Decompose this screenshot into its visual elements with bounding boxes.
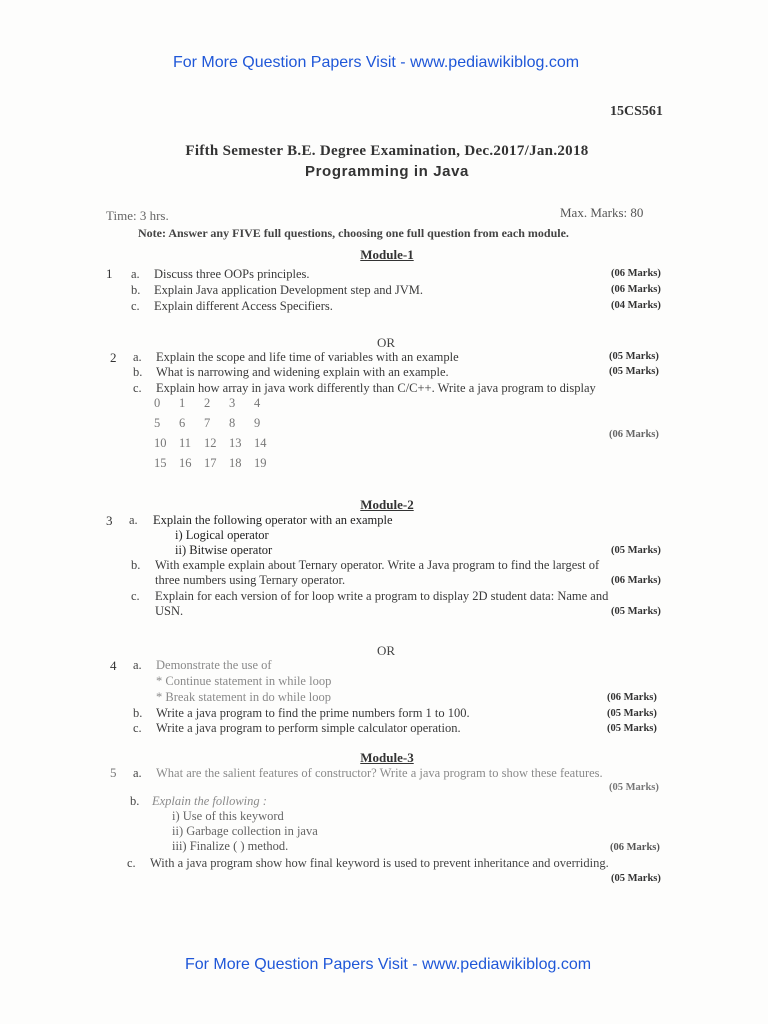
- promo-banner-top[interactable]: For More Question Papers Visit - www.pediawikiblog.com: [172, 54, 580, 71]
- part-label: c.: [133, 381, 142, 395]
- part-label: b.: [133, 706, 143, 720]
- marks-label: (05 Marks): [611, 873, 661, 884]
- marks-label: (06 Marks): [611, 575, 661, 586]
- promo-banner-bottom[interactable]: For More Question Papers Visit - www.pediawikiblog.com: [184, 956, 592, 973]
- question-text: With example explain about Ternary operator. Write a Java program to find the largest of: [155, 558, 600, 572]
- marks-label: (06 Marks): [610, 842, 660, 853]
- question-number: 5: [110, 765, 117, 780]
- grid-cell: 8: [229, 416, 236, 430]
- part-label: a.: [133, 658, 142, 672]
- exam-time: Time: 3 hrs.: [106, 208, 169, 223]
- grid-cell: 19: [254, 456, 267, 470]
- question-text: Explain Java application Development step and JVM.: [154, 283, 424, 297]
- grid-cell: 15: [154, 456, 167, 470]
- question-text: USN.: [155, 604, 184, 618]
- grid-cell: 18: [229, 456, 242, 470]
- max-marks: Max. Marks: 80: [560, 205, 644, 220]
- grid-cell: 7: [204, 416, 211, 430]
- part-label: b.: [131, 558, 141, 572]
- grid-cell: 5: [154, 416, 161, 430]
- question-text: What are the salient features of constructor? Write a java program to show these features.: [156, 766, 603, 780]
- sub-item: i) Logical operator: [175, 528, 269, 542]
- grid-cell: 13: [229, 436, 242, 450]
- part-label: c.: [127, 856, 136, 870]
- marks-label: (05 Marks): [609, 351, 659, 362]
- part-label: a.: [133, 766, 142, 780]
- module-heading-1: Module-1: [360, 247, 414, 262]
- grid-cell: 11: [179, 436, 192, 450]
- sub-item: * Continue statement in while loop: [156, 674, 332, 688]
- exam-title: Fifth Semester B.E. Degree Examination, Dec.2017/Jan.2018: [185, 143, 589, 159]
- question-text: Demonstrate the use of: [156, 658, 272, 672]
- sub-item: i) Use of this keyword: [172, 809, 284, 823]
- marks-label: (04 Marks): [611, 300, 661, 311]
- number-grid: [154, 396, 279, 476]
- subject-title: Programming in Java: [305, 163, 469, 180]
- part-label: a.: [131, 267, 140, 281]
- marks-label: (05 Marks): [609, 366, 659, 377]
- grid-cell: 1: [179, 396, 186, 410]
- question-text: Explain the following operator with an example: [153, 513, 393, 527]
- grid-cell: 16: [179, 456, 192, 470]
- grid-row: [154, 416, 279, 436]
- sub-item: * Break statement in do while loop: [156, 690, 331, 704]
- question-text: Write a java program to find the prime numbers form 1 to 100.: [156, 706, 470, 720]
- grid-cell: 17: [204, 456, 217, 470]
- grid-row: [154, 396, 279, 416]
- question-number: 2: [110, 350, 117, 365]
- part-label: b.: [133, 365, 143, 379]
- module-heading-3: Module-3: [360, 750, 414, 765]
- question-text: With a java program show how final keyword is used to prevent inheritance and overriding.: [150, 856, 609, 870]
- question-text: Write a java program to perform simple calculator operation.: [156, 721, 461, 735]
- part-label: a.: [129, 513, 138, 527]
- part-label: a.: [133, 350, 142, 364]
- marks-label: (06 Marks): [609, 429, 659, 440]
- question-text: Explain how array in java work differently than C/C++. Write a java program to display: [156, 381, 596, 395]
- sub-item: ii) Garbage collection in java: [172, 824, 318, 838]
- grid-cell: 14: [254, 436, 267, 450]
- marks-label: (05 Marks): [611, 545, 661, 556]
- grid-cell: 2: [204, 396, 211, 410]
- grid-cell: 10: [154, 436, 167, 450]
- question-text: three numbers using Ternary operator.: [155, 573, 346, 587]
- grid-cell: 12: [204, 436, 217, 450]
- marks-label: (05 Marks): [607, 708, 657, 719]
- or-separator: OR: [376, 335, 396, 350]
- or-separator: OR: [376, 643, 396, 658]
- grid-cell: 6: [179, 416, 186, 430]
- part-label: b.: [131, 283, 141, 297]
- instructions-note: Note: Answer any FIVE full questions, choosing one full question from each module.: [138, 226, 569, 240]
- grid-cell: 9: [254, 416, 261, 430]
- question-number: 4: [110, 658, 117, 673]
- grid-cell: 4: [254, 396, 261, 410]
- question-text: Explain the scope and life time of variables with an example: [156, 350, 459, 364]
- marks-label: (06 Marks): [611, 284, 661, 295]
- part-label: c.: [131, 589, 140, 603]
- question-text: Explain different Access Specifiers.: [154, 299, 333, 313]
- question-text: Discuss three OOPs principles.: [154, 267, 310, 281]
- grid-cell: 0: [154, 396, 161, 410]
- question-text: Explain for each version of for loop write a program to display 2D student data: Name and: [155, 589, 609, 603]
- marks-label: (05 Marks): [607, 723, 657, 734]
- sub-item: ii) Bitwise operator: [175, 543, 273, 557]
- grid-row: [154, 436, 279, 456]
- part-label: b.: [130, 794, 140, 808]
- part-label: c.: [133, 721, 142, 735]
- sub-item: iii) Finalize ( ) method.: [172, 839, 289, 853]
- question-number: 1: [106, 266, 113, 281]
- marks-label: (05 Marks): [609, 782, 659, 793]
- marks-label: (06 Marks): [607, 692, 657, 703]
- marks-label: (06 Marks): [611, 268, 661, 279]
- module-heading-2: Module-2: [360, 497, 414, 512]
- part-label: c.: [131, 299, 140, 313]
- question-number: 3: [106, 513, 113, 528]
- grid-cell: 3: [229, 396, 236, 410]
- paper-code: 15CS561: [610, 104, 663, 119]
- grid-row: [154, 456, 279, 476]
- question-text: Explain the following :: [152, 794, 267, 808]
- question-text: What is narrowing and widening explain with an example.: [156, 365, 449, 379]
- marks-label: (05 Marks): [611, 606, 661, 617]
